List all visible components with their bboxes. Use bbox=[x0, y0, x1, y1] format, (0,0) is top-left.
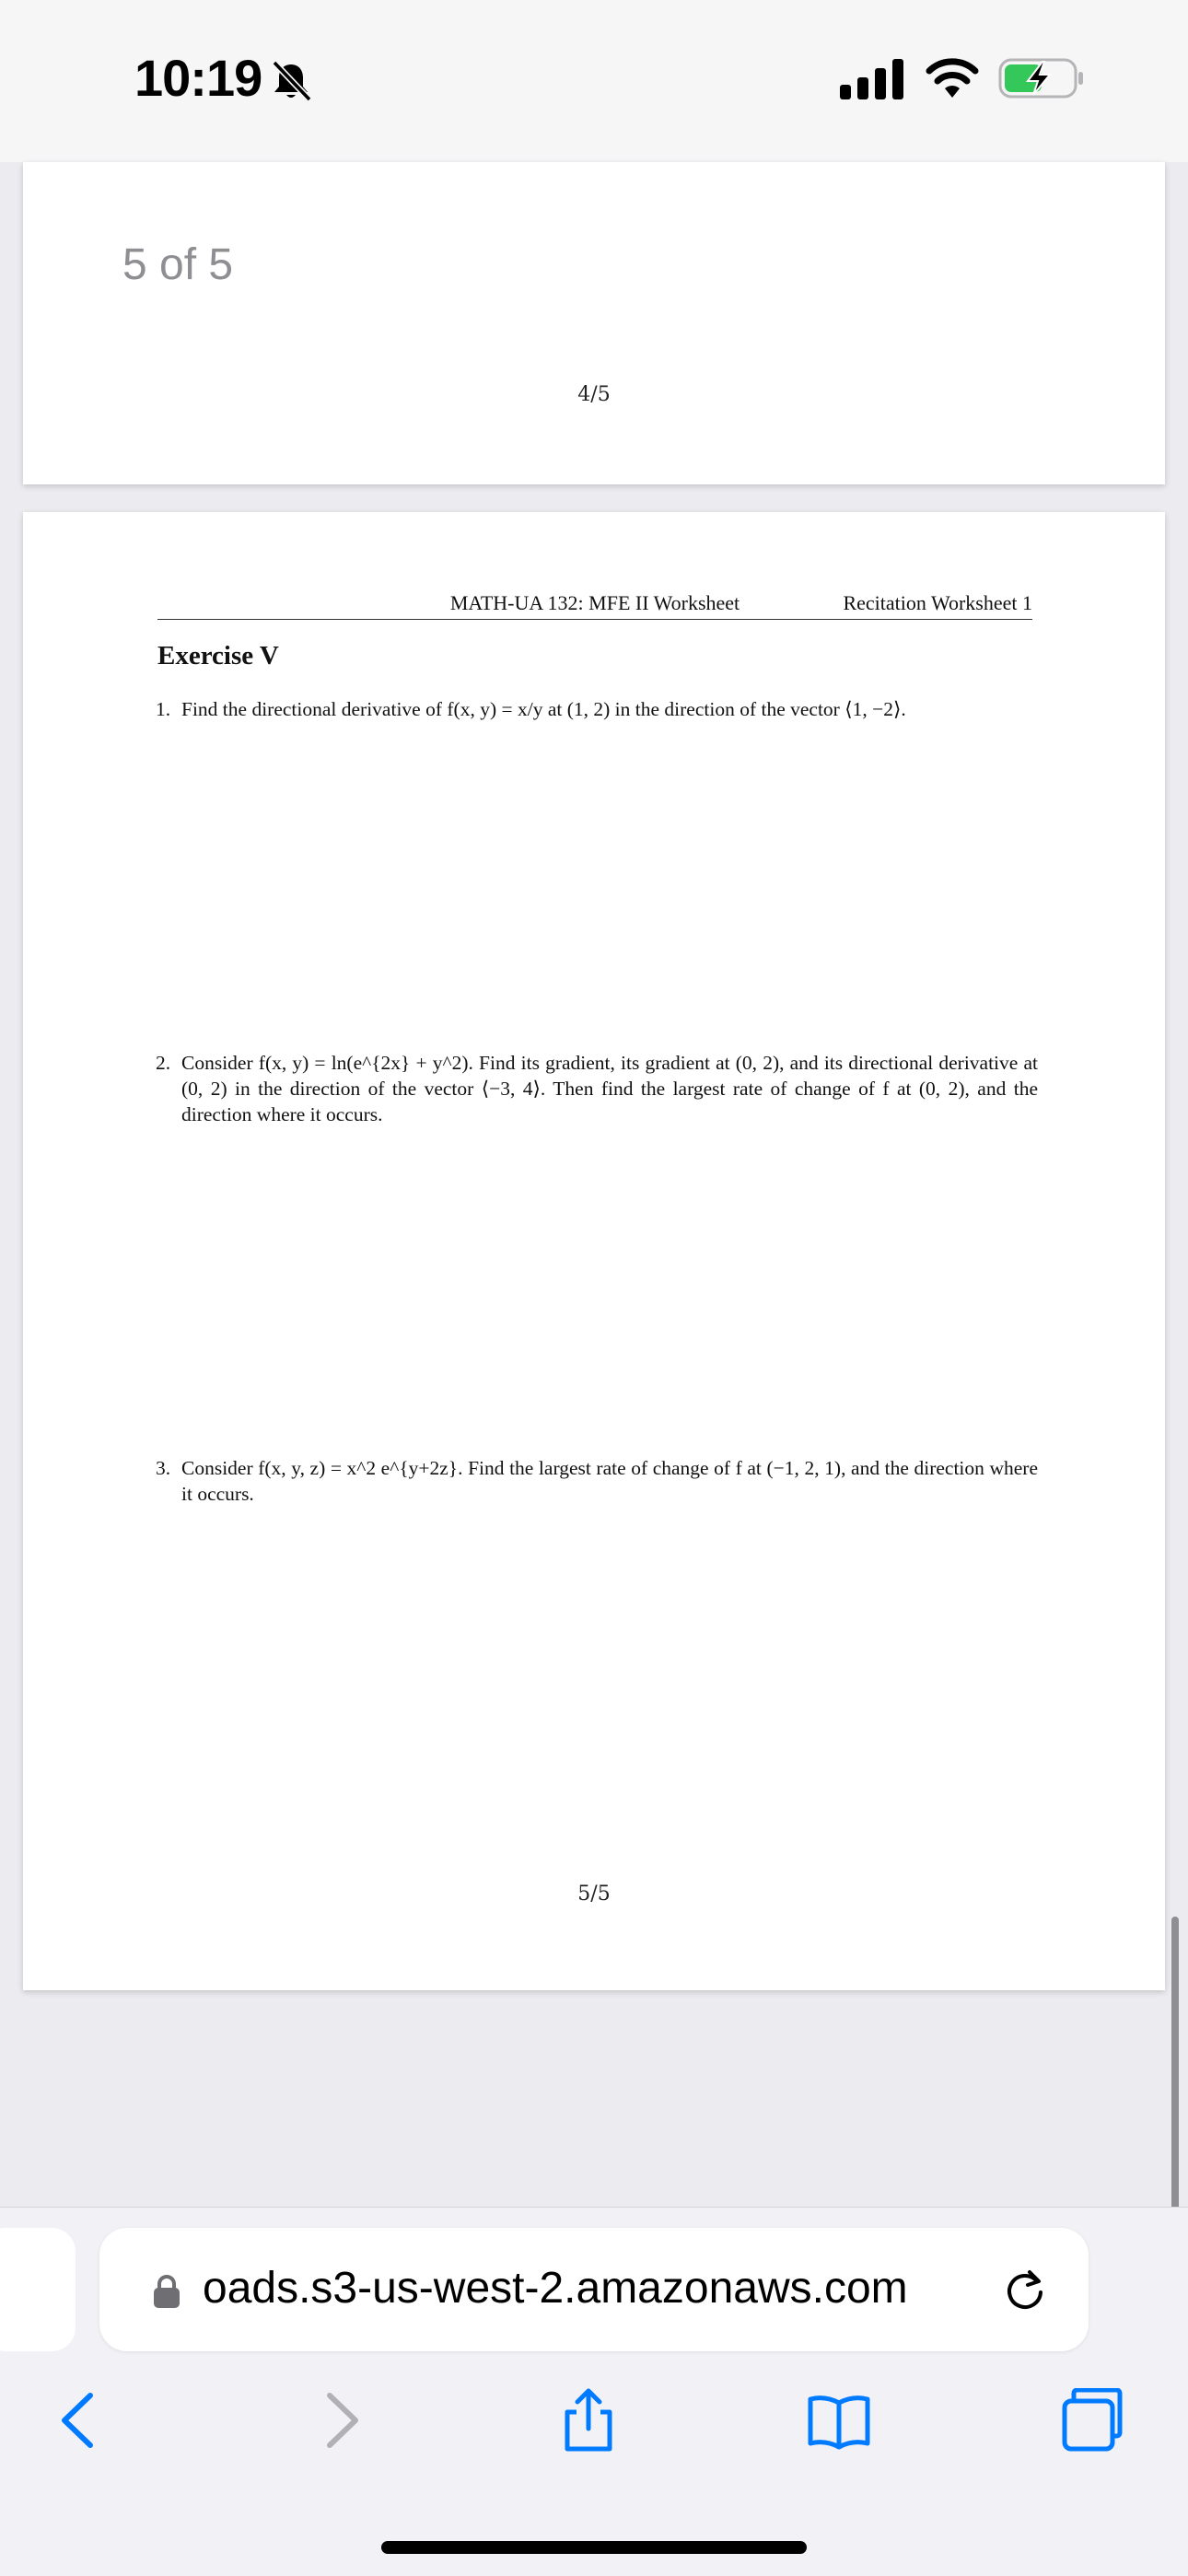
address-bar[interactable] bbox=[99, 2228, 1089, 2351]
pdf-viewer[interactable] bbox=[0, 162, 1188, 2207]
url-text[interactable]: oads.s3-us-west-2.amazonaws.com bbox=[203, 2264, 908, 2313]
question-number: 3. bbox=[156, 1457, 171, 1479]
previous-tab-preview[interactable] bbox=[0, 2228, 76, 2351]
pdf-page-4 bbox=[23, 162, 1165, 484]
question-1 bbox=[156, 696, 1038, 722]
forward-icon[interactable] bbox=[308, 2388, 372, 2453]
reload-icon[interactable] bbox=[1002, 2267, 1048, 2313]
page-header bbox=[157, 591, 1032, 620]
home-indicator[interactable] bbox=[381, 2541, 807, 2554]
header-course-title: MATH-UA 132: MFE II Worksheet bbox=[449, 591, 740, 614]
question-text: Find the directional derivative of f(x, y) = x/y at (1, 2) in the direction of the vector ⟨1, −2⟩. bbox=[181, 698, 906, 720]
back-icon[interactable] bbox=[48, 2388, 112, 2453]
question-3 bbox=[156, 1455, 1038, 1507]
bell-slash-icon bbox=[267, 57, 315, 105]
pdf-page-5 bbox=[23, 512, 1165, 1990]
question-number: 2. bbox=[156, 1052, 171, 1074]
page-number-label: 4/5 bbox=[577, 383, 611, 406]
browser-toolbar bbox=[0, 2207, 1188, 2576]
battery-charging-icon bbox=[998, 57, 1085, 99]
tabs-icon[interactable] bbox=[1061, 2388, 1125, 2453]
question-text: Consider f(x, y, z) = x^2 e^{y+2z}. Find the largest rate of change of f at (−1, 2, 1), and the direction where it occurs. bbox=[181, 1457, 1038, 1505]
lock-icon bbox=[153, 2274, 181, 2309]
exercise-title: Exercise V bbox=[157, 641, 279, 670]
question-2 bbox=[156, 1050, 1038, 1127]
page-counter: 5 of 5 bbox=[122, 240, 234, 289]
cellular-signal-icon bbox=[840, 59, 906, 99]
status-time: 10:19 bbox=[134, 49, 262, 107]
question-number: 1. bbox=[156, 698, 171, 720]
question-text: Consider f(x, y) = ln(e^{2x} + y^2). Find its gradient, its gradient at (0, 2), and its directional derivative at (0, 2) in the direction of the vector ⟨−3, 4⟩. Then find the largest rate of change of f at (0, 2), and the direction where it occurs. bbox=[181, 1052, 1038, 1125]
header-worksheet-title: Recitation Worksheet 1 bbox=[843, 591, 1032, 614]
bookmarks-icon[interactable] bbox=[807, 2388, 871, 2453]
wifi-icon bbox=[925, 57, 980, 99]
share-icon[interactable] bbox=[556, 2388, 621, 2453]
status-bar bbox=[0, 0, 1188, 162]
page-number-label: 5/5 bbox=[577, 1882, 611, 1906]
